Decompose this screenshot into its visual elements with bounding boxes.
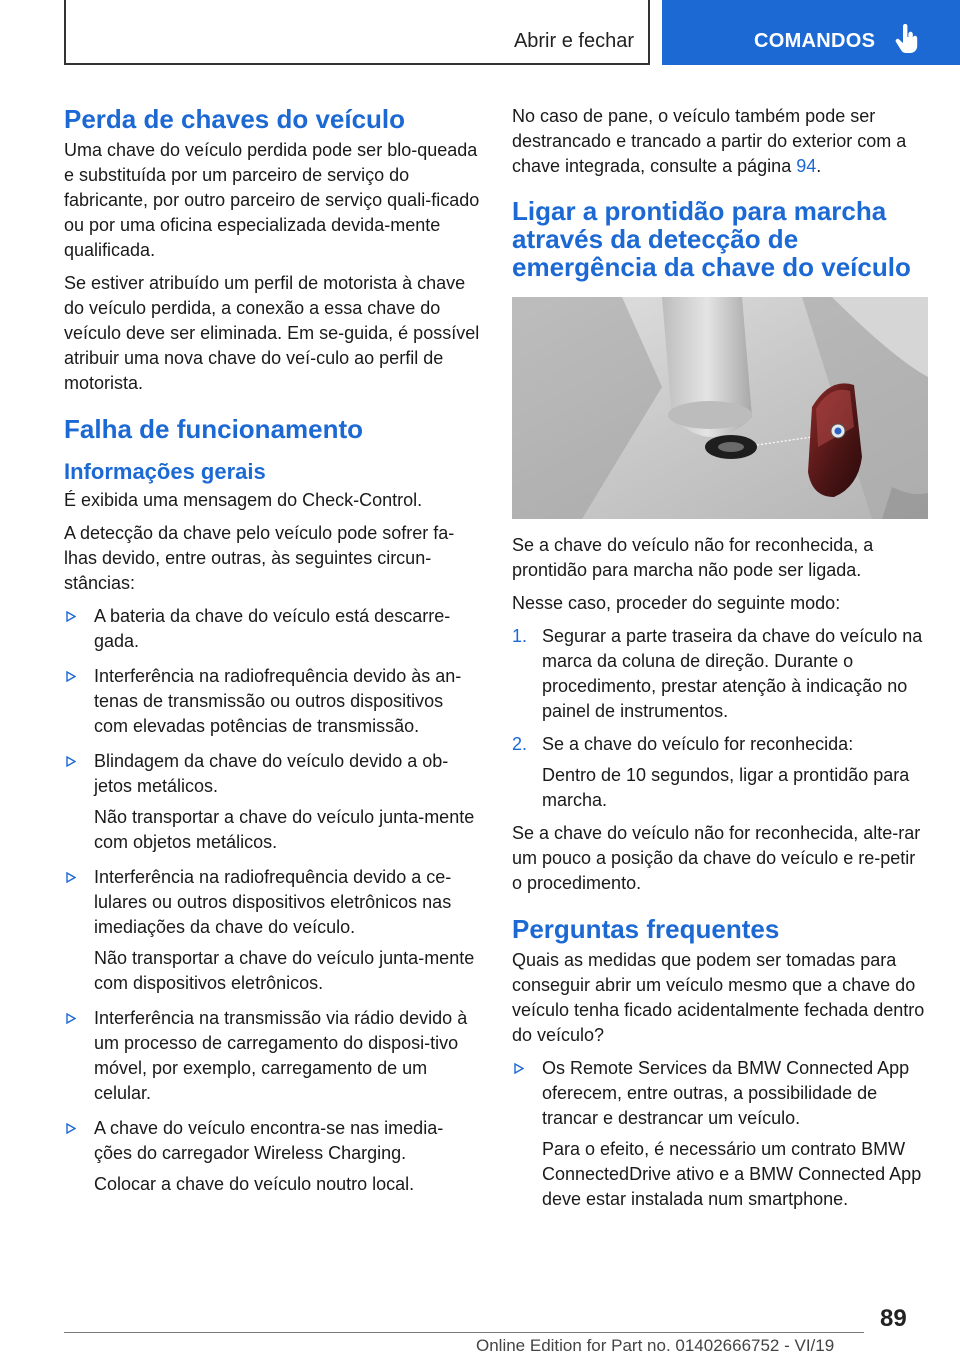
list-item-text: Blindagem da chave do veículo devido a ob-jetos metálicos. [94,751,449,796]
list-item [64,749,480,855]
header-chapter-tab [662,0,960,65]
paragraph-alternative: Se a chave do veículo não for reconhecida, alte-rar um pouco a posição da chave do veículo e re-petir o procedimento. [512,823,921,893]
list-item-text: Interferência na transmissão via rádio devido à um processo de carregamento do disposi-tivo móvel, por exemplo, carregamento de um celular. [94,1008,468,1103]
footer-edition: Online Edition for Part no. 01402666752 - VI/19 [476,1336,835,1355]
page-number: 89 [880,1305,907,1332]
heading-informacoes-gerais: Informações gerais [64,459,266,484]
step-text: Segurar a parte traseira da chave do veículo na marca da coluna de direção. Durante o procedimento, prestar atenção à indicação no painel de instrumentos. [542,626,923,721]
step-note: Dentro de 10 segundos, ligar a prontidão para marcha. [542,765,910,810]
list-item [64,1116,480,1197]
paragraph-question: Quais as medidas que podem ser tomadas para conseguir abrir um veículo mesmo que a chave do veículo tenha ficado acidentalmente fechada dentro do veículo? [512,950,925,1045]
heading-falha-de-funcionamento: Falha de funcionamento [64,414,364,444]
header-section-box [64,0,650,65]
list-item [512,1056,930,1212]
steering-column-key-illustration [512,297,928,519]
step-number: 2. [512,734,528,754]
triangle-bullet-icon [66,611,76,622]
triangle-bullet-icon [66,872,76,883]
list-item [64,604,480,654]
left-column [64,104,480,1207]
header-section-title: Abrir e fechar [513,30,634,52]
procedure-steps [512,624,930,813]
paragraph-pane-text: No caso de pane, o veículo também pode ser destrancado e trancado a partir do exterior com a chave integrada, consulte a página [512,106,907,176]
heading-perguntas-frequentes: Perguntas frequentes [512,914,780,944]
triangle-bullet-icon [514,1063,524,1074]
paragraph-perda-2: Se estiver atribuído um perfil de motorista à chave do veículo perdida, a conexão a essa chave do veículo deve ser eliminada. Em se-guida, é possível atribuir uma nova chave do veí-culo ao perfil de motorista. [64,273,480,393]
list-item [64,865,480,996]
paragraph-perda-1: Uma chave do veículo perdida pode ser blo-queada e substituída por um parceiro de serviço do fabricante, por outro parceiro de serviço quali-ficado ou por uma oficina especializada devida-mente qualificada. [64,140,480,260]
paragraph-info-1: É exibida uma mensagem do Check-Control. [64,490,423,510]
triangle-bullet-icon [66,756,76,767]
list-item-text: Interferência na radiofrequência devido às an-tenas de transmissão ou outros dispositivos com elevadas potências de transmissão. [94,666,462,736]
list-item-text: A bateria da chave do veículo está descarre-gada. [94,606,451,651]
paragraph-after-figure-1: Se a chave do veículo não for reconhecida, a prontidão para marcha não pode ser ligada. [512,535,874,580]
triangle-bullet-icon [66,671,76,682]
triangle-bullet-icon [66,1013,76,1024]
paragraph-pane-end: . [816,156,822,176]
list-item [64,1006,480,1106]
list-item-text: Os Remote Services da BMW Connected App oferecem, entre outras, a possibilidade de trancar e destrancar um veículo. [542,1058,910,1128]
list-item-note: Não transportar a chave do veículo junta-mente com objetos metálicos. [94,807,475,852]
paragraph-pane [512,104,930,179]
list-item-note: Para o efeito, é necessário um contrato BMW ConnectedDrive ativo e a BMW Connected App deve estar instalada num smartphone. [542,1139,922,1209]
paragraph-after-figure-2: Nesse caso, proceder do seguinte modo: [512,593,841,613]
list-item-note: Não transportar a chave do veículo junta-mente com dispositivos eletrônicos. [94,948,475,993]
circumstances-list [64,604,480,1197]
paragraph-info-2: A detecção da chave pelo veículo pode sofrer fa-lhas devido, entre outras, às seguintes circun-stâncias: [64,523,455,593]
triangle-bullet-icon [66,1123,76,1134]
header-chapter-label: COMANDOS [754,30,876,52]
list-item [512,732,930,813]
footer-divider [64,1332,864,1333]
list-item-note: Colocar a chave do veículo noutro local. [94,1174,415,1194]
right-column [512,104,930,1222]
faq-list [512,1056,930,1212]
heading-perda-de-chaves: Perda de chaves do veículo [64,104,406,134]
list-item-text: Interferência na radiofrequência devido a ce-lulares ou outros dispositivos eletrônicos nas imediações da chave do veículo. [94,867,452,937]
step-text: Se a chave do veículo for reconhecida: [542,734,854,754]
list-item [64,664,480,739]
illustration-svg [512,297,928,519]
hand-pointer-icon [894,24,920,54]
heading-ligar-prontidao: Ligar a prontidão para marcha através da detecção de emergência da chave do veículo [512,196,911,282]
list-item-text: A chave do veículo encontra-se nas imedia-ções do carregador Wireless Charging. [94,1118,444,1163]
list-item [512,624,930,724]
step-number: 1. [512,626,528,646]
page-reference-link[interactable]: 94 [796,156,817,176]
